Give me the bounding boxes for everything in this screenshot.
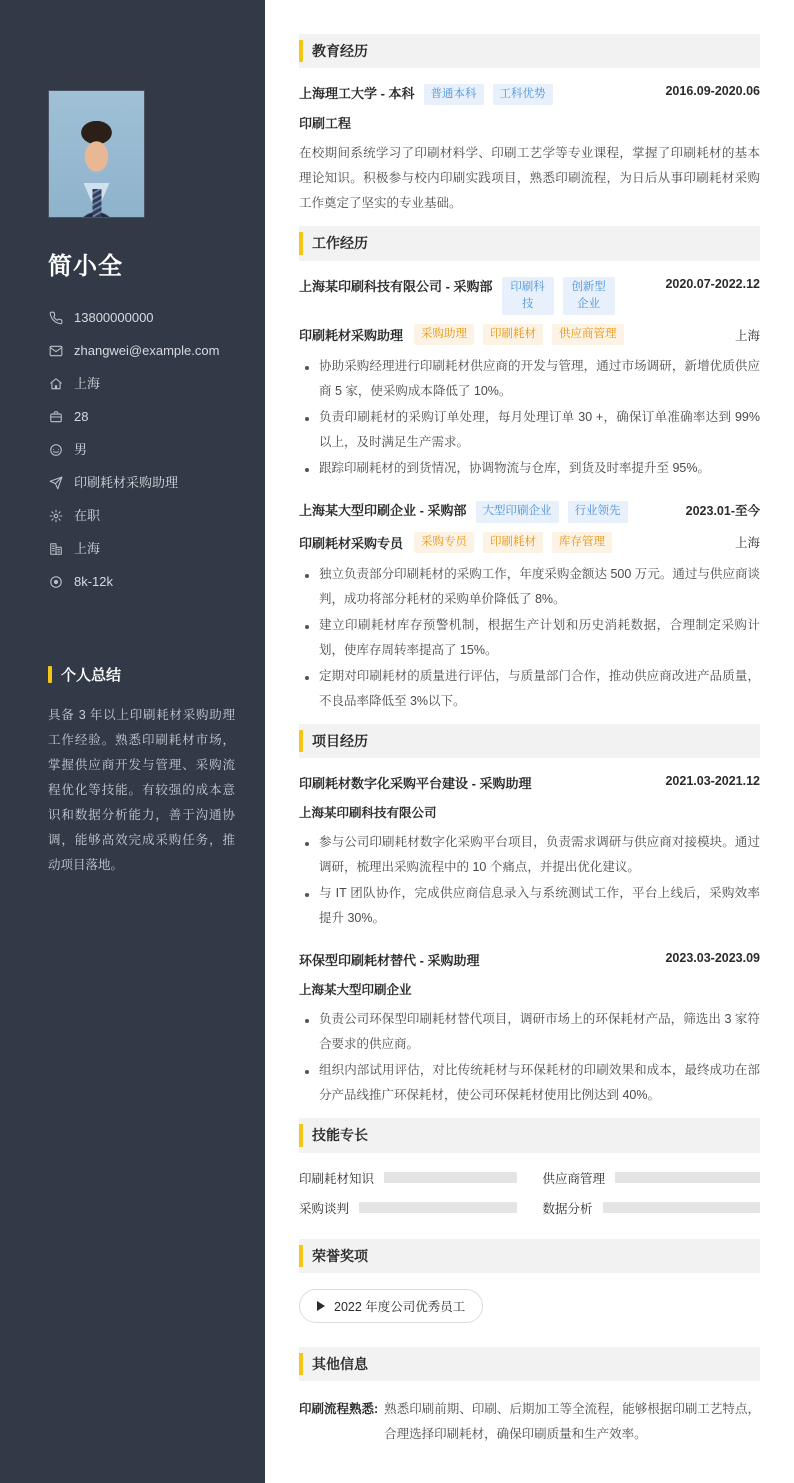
- bullet-item: 建立印刷耗材库存预警机制，根据生产计划和历史消耗数据，合理制定采购计划，使库存周转率提高了 15%。: [299, 613, 760, 663]
- contact-item-age: [48, 400, 235, 433]
- avatar: [48, 90, 145, 218]
- accent-bar: [48, 666, 52, 683]
- entry-header: [299, 277, 760, 316]
- entry-date: 2020.07-2022.12: [665, 276, 760, 291]
- contact-value: 28: [74, 409, 89, 424]
- project-entry: [299, 774, 760, 931]
- company-name: 上海某大型印刷企业 - 采购部: [299, 503, 467, 519]
- skill-label: 采购谈判: [299, 1201, 350, 1216]
- gear-icon: [48, 508, 63, 523]
- award-label: 2022 年度公司优秀员工: [334, 1299, 466, 1314]
- entry-role-row: [299, 324, 760, 345]
- entry-date: 2023.01-至今: [685, 504, 760, 519]
- section-header: [299, 34, 760, 68]
- skill-label: 供应商管理: [542, 1171, 606, 1186]
- bullet-list: [299, 354, 760, 481]
- project-entry: [299, 951, 760, 1108]
- info-item: [299, 1397, 760, 1447]
- envelope-icon: [48, 343, 63, 358]
- contact-value: 在职: [74, 508, 101, 523]
- contact-value: 印刷耗材采购助理: [74, 475, 179, 490]
- section-title: 项目经历: [312, 732, 368, 749]
- bullet-list: [299, 562, 760, 714]
- bullet-list: [299, 1007, 760, 1108]
- award-list: [299, 1289, 760, 1323]
- skill-label: 数据分析: [542, 1201, 593, 1216]
- bullet-item: 与 IT 团队协作，完成供应商信息录入与系统测试工作，平台上线后，采购效率提升 30%。: [299, 881, 760, 931]
- section-title: 教育经历: [312, 43, 368, 59]
- entry-header: [299, 774, 760, 794]
- section-education: [299, 34, 760, 216]
- job-title: 印刷耗材采购专员: [299, 535, 404, 551]
- summary-title: 个人总结: [61, 667, 122, 684]
- briefcase-icon: [48, 409, 63, 424]
- entry-header: [299, 951, 760, 971]
- summary-text: 具备 3 年以上印刷耗材采购助理工作经验。熟悉印刷耗材市场，掌握供应商开发与管理、采购流程优化等技能。有较强的成本意识和数据分析能力，善于沟通协调，能够高效完成采购任务，推动项目落地。: [48, 708, 235, 872]
- bullet-item: 协助采购经理进行印刷耗材供应商的开发与管理，通过市场调研，新增优质供应商 5 家，使采购成本降低了 10%。: [299, 354, 760, 404]
- tag: 印刷耗材: [483, 532, 543, 553]
- skill-label: 印刷耗材知识: [299, 1171, 375, 1186]
- contact-value: 上海: [74, 541, 101, 556]
- education-entry: [299, 84, 760, 216]
- contact-value: zhangwei@example.com: [74, 343, 220, 358]
- tag: 行业领先: [568, 501, 628, 522]
- bullet-item: 跟踪印刷耗材的到货情况，协调物流与仓库，到货及时率提升至 95%。: [299, 456, 760, 481]
- major-name: 印刷工程: [299, 116, 352, 132]
- tag-group: [414, 532, 612, 553]
- contact-value: 上海: [74, 376, 101, 391]
- tag-group: [414, 324, 624, 345]
- contact-value: 8k-12k: [74, 574, 114, 589]
- target-icon: [48, 574, 63, 589]
- entry-role-row: [299, 532, 760, 553]
- bullet-list: [299, 830, 760, 931]
- skill-progress-track: [615, 1172, 760, 1183]
- section-title: 荣誉奖项: [312, 1247, 368, 1264]
- skill-item: [543, 1199, 761, 1217]
- entry-header: [299, 84, 760, 105]
- tag: 印刷科技: [502, 277, 554, 316]
- bullet-item: 负责印刷耗材的采购订单处理，每月处理订单 30 +，确保订单准确率达到 99%以上，及时满足生产需求。: [299, 405, 760, 455]
- bullet-item: 独立负责部分印刷耗材的采购工作，年度采购金额达 500 万元。通过与供应商谈判，成功将部分耗材的采购单价降低了 8%。: [299, 562, 760, 612]
- award-badge[interactable]: [299, 1289, 483, 1323]
- project-company: 上海某印刷科技有限公司: [299, 806, 437, 821]
- tag-group: [502, 277, 615, 316]
- entry-date: 2023.03-2023.09: [665, 951, 760, 966]
- tag: 普通本科: [424, 84, 484, 105]
- page-title: 简小全: [48, 253, 123, 280]
- job-title: 印刷耗材采购助理: [299, 328, 404, 344]
- tag: 工科优势: [493, 84, 553, 105]
- skill-item: [299, 1169, 517, 1187]
- contact-item-work-city: [48, 532, 235, 565]
- section-projects: [299, 724, 760, 1108]
- contact-item-gender: [48, 433, 235, 466]
- skill-item: [299, 1199, 517, 1217]
- tag: 采购助理: [414, 324, 474, 345]
- sidebar: [0, 0, 265, 1483]
- bullet-item: 定期对印刷耗材的质量进行评估，与质量部门合作，推动供应商改进产品质量，不良品率降低至 3%以下。: [299, 664, 760, 714]
- home-icon: [48, 376, 63, 391]
- bullet-item: 参与公司印刷耗材数字化采购平台项目，负责需求调研与供应商对接模块。通过调研，梳理出采购流程中的 10 个痛点，并提出优化建议。: [299, 830, 760, 880]
- section-title: 工作经历: [312, 235, 368, 252]
- tag: 采购专员: [414, 532, 474, 553]
- contact-value: 男: [74, 442, 88, 457]
- work-entry: [299, 277, 760, 482]
- gender-icon: [48, 442, 63, 457]
- section-header: [299, 1239, 760, 1273]
- skill-progress-track: [359, 1202, 516, 1213]
- section-header: [299, 1347, 760, 1381]
- contact-value: 13800000000: [74, 310, 154, 325]
- education-description: 在校期间系统学习了印刷材料学、印刷工艺学等专业课程，掌握了印刷耗材的基本理论知识。积极参与校内印刷实践项目，熟悉印刷流程，为日后从事印刷耗材采购工作奠定了坚实的专业基础。: [299, 146, 760, 211]
- skill-item: [543, 1169, 761, 1187]
- work-entry: [299, 501, 760, 714]
- entry-date: 2021.03-2021.12: [665, 774, 760, 789]
- contact-item-city: [48, 367, 235, 400]
- contact-item-email: [48, 334, 235, 367]
- section-title: 其他信息: [312, 1355, 368, 1372]
- tag: 供应商管理: [552, 324, 624, 345]
- contact-item-position: [48, 466, 235, 499]
- job-location: 上海: [734, 328, 760, 343]
- tag: 库存管理: [552, 532, 612, 553]
- job-location: 上海: [734, 536, 760, 551]
- summary-block: [48, 664, 235, 878]
- section-work: [299, 226, 760, 713]
- section-header: [299, 1118, 760, 1152]
- contact-item-salary: [48, 565, 235, 598]
- section-title: 技能专长: [312, 1127, 368, 1144]
- paper-plane-icon: [48, 475, 63, 490]
- avatar-tie: [92, 189, 101, 218]
- tag: 创新型企业: [563, 277, 615, 316]
- entry-date: 2016.09-2020.06: [665, 84, 760, 99]
- main-content: [265, 0, 794, 1483]
- section-awards: [299, 1239, 760, 1323]
- bullet-item: 组织内部试用评估，对比传统耗材与环保耗材的印刷效果和成本，最终成功在部分产品线推广环保耗材，使公司环保耗材使用比例达到 40%。: [299, 1058, 760, 1108]
- contact-item-status: [48, 499, 235, 532]
- project-name: 环保型印刷耗材替代 - 采购助理: [299, 953, 480, 969]
- skill-progress-track: [603, 1202, 760, 1213]
- contact-list: [48, 301, 235, 598]
- project-company: 上海某大型印刷企业: [299, 983, 412, 998]
- play-triangle-icon: [317, 1301, 325, 1311]
- tag: 大型印刷企业: [476, 501, 559, 522]
- entry-header: [299, 501, 760, 522]
- phone-icon: [48, 310, 63, 325]
- info-value: 熟悉印刷前期、印刷、后期加工等全流程，能够根据印刷工艺特点，合理选择印刷耗材，确保印刷质量和生产效率。: [384, 1401, 760, 1441]
- section-header: [299, 226, 760, 260]
- skills-grid: [299, 1169, 760, 1217]
- summary-heading: [48, 664, 235, 685]
- tag-group: [424, 84, 553, 105]
- tag-group: [476, 501, 628, 522]
- section-header: [299, 724, 760, 758]
- section-skills: [299, 1118, 760, 1216]
- skill-progress-track: [384, 1172, 516, 1183]
- school-name: 上海理工大学 - 本科: [299, 86, 415, 102]
- building-icon: [48, 541, 63, 556]
- info-label: 印刷流程熟悉:: [299, 1401, 379, 1416]
- company-name: 上海某印刷科技有限公司 - 采购部: [299, 278, 493, 294]
- contact-item-phone: [48, 301, 235, 334]
- bullet-item: 负责公司环保型印刷耗材替代项目，调研市场上的环保耗材产品，筛选出 3 家符合要求的供应商。: [299, 1007, 760, 1057]
- project-name: 印刷耗材数字化采购平台建设 - 采购助理: [299, 776, 532, 792]
- section-other-info: [299, 1347, 760, 1447]
- tag: 印刷耗材: [483, 324, 543, 345]
